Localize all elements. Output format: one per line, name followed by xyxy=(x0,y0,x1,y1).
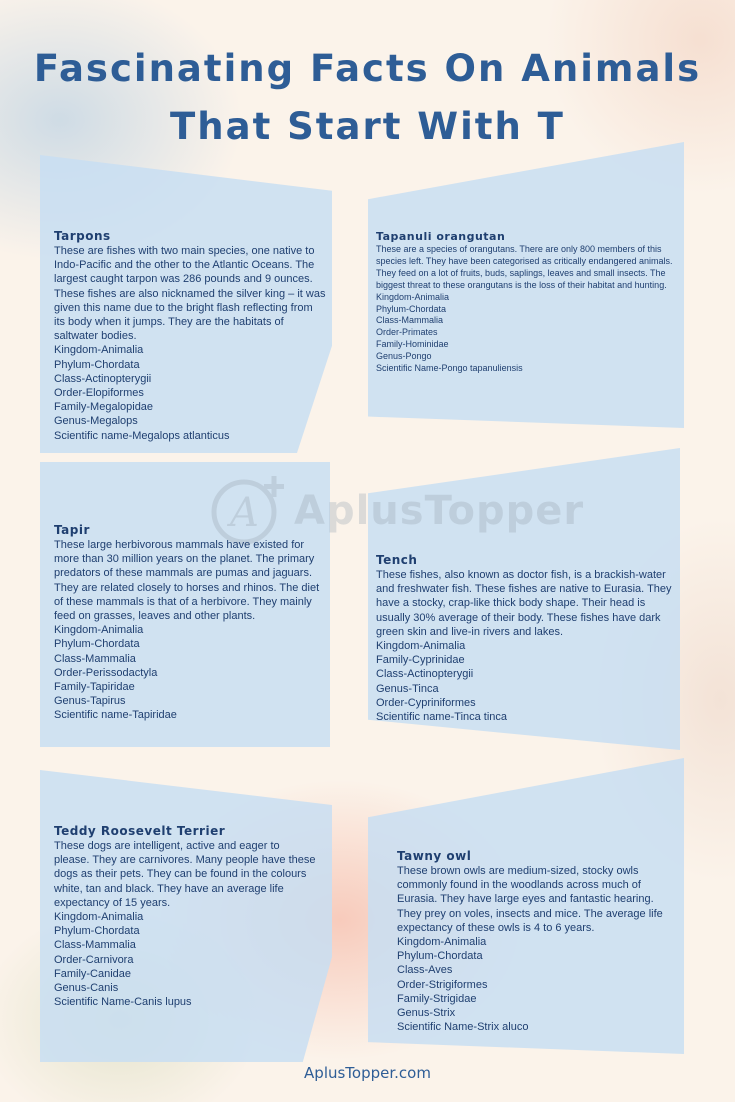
classification-item: Class-Mammalia xyxy=(54,652,136,665)
classification-item: Phylum-Chordata xyxy=(54,358,140,371)
classification-item: Class-Mammalia xyxy=(54,939,136,952)
classification-list xyxy=(54,343,326,442)
classification-item: Family-Tapiridae xyxy=(54,681,135,694)
classification-item: Genus-Tapirus xyxy=(54,695,126,708)
classification-item: Family-Canidae xyxy=(54,967,132,980)
classification-item: Class-Actinopterygii xyxy=(376,668,474,681)
classification-item: Scientific name-Megalops atlanticus xyxy=(54,429,230,442)
classification-item: Family-Hominidae xyxy=(376,339,449,350)
classification-item: Genus-Tinca xyxy=(376,682,439,695)
card-tapir xyxy=(54,522,330,723)
classification-item: Scientific name-Tinca tinca xyxy=(376,711,508,724)
classification-item: Genus-Megalops xyxy=(54,415,138,428)
card-tapanuli-orangutan xyxy=(376,229,676,375)
classification-item: Order-Elopiformes xyxy=(54,387,144,400)
classification-item: Order-Perissodactyla xyxy=(54,666,158,679)
classification-item: Scientific Name-Pongo tapanuliensis xyxy=(376,363,523,374)
page-title: Fascinating Facts On Animals That Start With T xyxy=(33,47,702,148)
svg-text:A: A xyxy=(230,490,259,536)
classification-item: Scientific name-Tapiridae xyxy=(54,709,177,722)
card-heading: Tarpons xyxy=(54,229,111,243)
classification-item: Family-Cyprinidae xyxy=(376,654,465,667)
classification-item: Phylum-Chordata xyxy=(397,950,483,963)
card-description: These dogs are intelligent, active and eager to please. They are carnivores. Many people have these dogs as their pets. They can be found in the colours white, tan and black. They have an average life expectancy of 15 years. xyxy=(54,840,316,909)
card-description: These fishes, also known as doctor fish, is a brackish-water and freshwater fish. These fishes are native to Eurasia. They have a stocky, crap-like thick body shape. Their head is usually 30% average of their body. These fishes have dark green skin and live-in rivers and lakes. xyxy=(376,569,672,638)
classification-item: Genus-Pongo xyxy=(376,351,432,362)
card-description: These are a species of orangutans. There are only 800 members of this species left. They have been categorised as critically endangered animals. They feed on a lot of fruits, buds, saplings, leaves and small insects. The biggest threat to these orangutans is the loss of their habitat and hunting. xyxy=(376,244,673,290)
classification-item: Family-Megalopidae xyxy=(54,401,154,414)
classification-item: Phylum-Chordata xyxy=(54,925,140,938)
classification-list xyxy=(397,935,673,1034)
classification-item: Order-Cypriniformes xyxy=(376,696,476,709)
classification-item: Genus-Canis xyxy=(54,982,119,995)
classification-item: Kingdom-Animalia xyxy=(54,624,144,637)
classification-list xyxy=(376,639,676,724)
watermark-text: AplusTopper xyxy=(294,488,585,534)
classification-item: Kingdom-Animalia xyxy=(54,344,144,357)
classification-item: Order-Primates xyxy=(376,327,438,338)
card-description: These are fishes with two main species, one native to Indo-Pacific and the other to the Atlantic Oceans. The largest caught tarpon was 286 pounds and 9 ounces. These fishes are also nicknamed the silver king – it was given this name due to the bright flash reflecting from its body when it jumps. They are the habitats of saltwater bodies. xyxy=(54,245,326,343)
classification-item: Class-Aves xyxy=(397,964,453,977)
card-heading: Teddy Roosevelt Terrier xyxy=(54,824,226,838)
card-heading: Tench xyxy=(376,553,418,567)
card-heading: Tapanuli orangutan xyxy=(376,230,506,243)
card-tawny-owl xyxy=(397,848,673,1034)
classification-item: Class-Mammalia xyxy=(376,315,444,326)
classification-list xyxy=(54,623,330,722)
classification-item: Phylum-Chordata xyxy=(54,638,140,651)
classification-item: Scientific Name-Canis lupus xyxy=(54,996,192,1009)
card-description: These large herbivorous mammals have existed for more than 30 million years on the planet. The primary predators of these mammals are pumas and jaguars. They are related closely to horses and rhinos. The diet of these mammals is that of a herbivore. They mainly feed on grasses, leaves and other plants. xyxy=(54,539,320,623)
classification-item: Class-Actinopterygii xyxy=(54,372,152,385)
classification-item: Genus-Strix xyxy=(397,1007,456,1020)
classification-item: Family-Strigidae xyxy=(397,992,477,1005)
classification-list xyxy=(376,292,676,375)
card-tarpons xyxy=(54,228,326,443)
classification-list xyxy=(54,910,316,1009)
classification-item: Order-Strigiformes xyxy=(397,978,488,991)
classification-item: Kingdom-Animalia xyxy=(376,640,466,653)
footer-site-link[interactable]: AplusTopper.com xyxy=(304,1064,431,1082)
classification-item: Kingdom-Animalia xyxy=(397,936,487,949)
classification-item: Phylum-Chordata xyxy=(376,303,447,314)
classification-item: Scientific Name-Strix aluco xyxy=(397,1021,529,1034)
card-heading: Tapir xyxy=(54,523,90,537)
classification-item: Kingdom-Animalia xyxy=(376,291,450,302)
classification-item: Order-Carnivora xyxy=(54,953,134,966)
card-tench xyxy=(376,552,676,724)
card-heading: Tawny owl xyxy=(397,849,472,863)
card-description: These brown owls are medium-sized, stocky owls commonly found in the woodlands across much of Eurasia. They have large eyes and fantastic hearing. They prey on voles, insects and mice. The average life expectancy of these owls is 4 to 6 years. xyxy=(397,865,663,934)
classification-item: Kingdom-Animalia xyxy=(54,911,144,924)
card-teddy-roosevelt-terrier xyxy=(54,823,316,1009)
